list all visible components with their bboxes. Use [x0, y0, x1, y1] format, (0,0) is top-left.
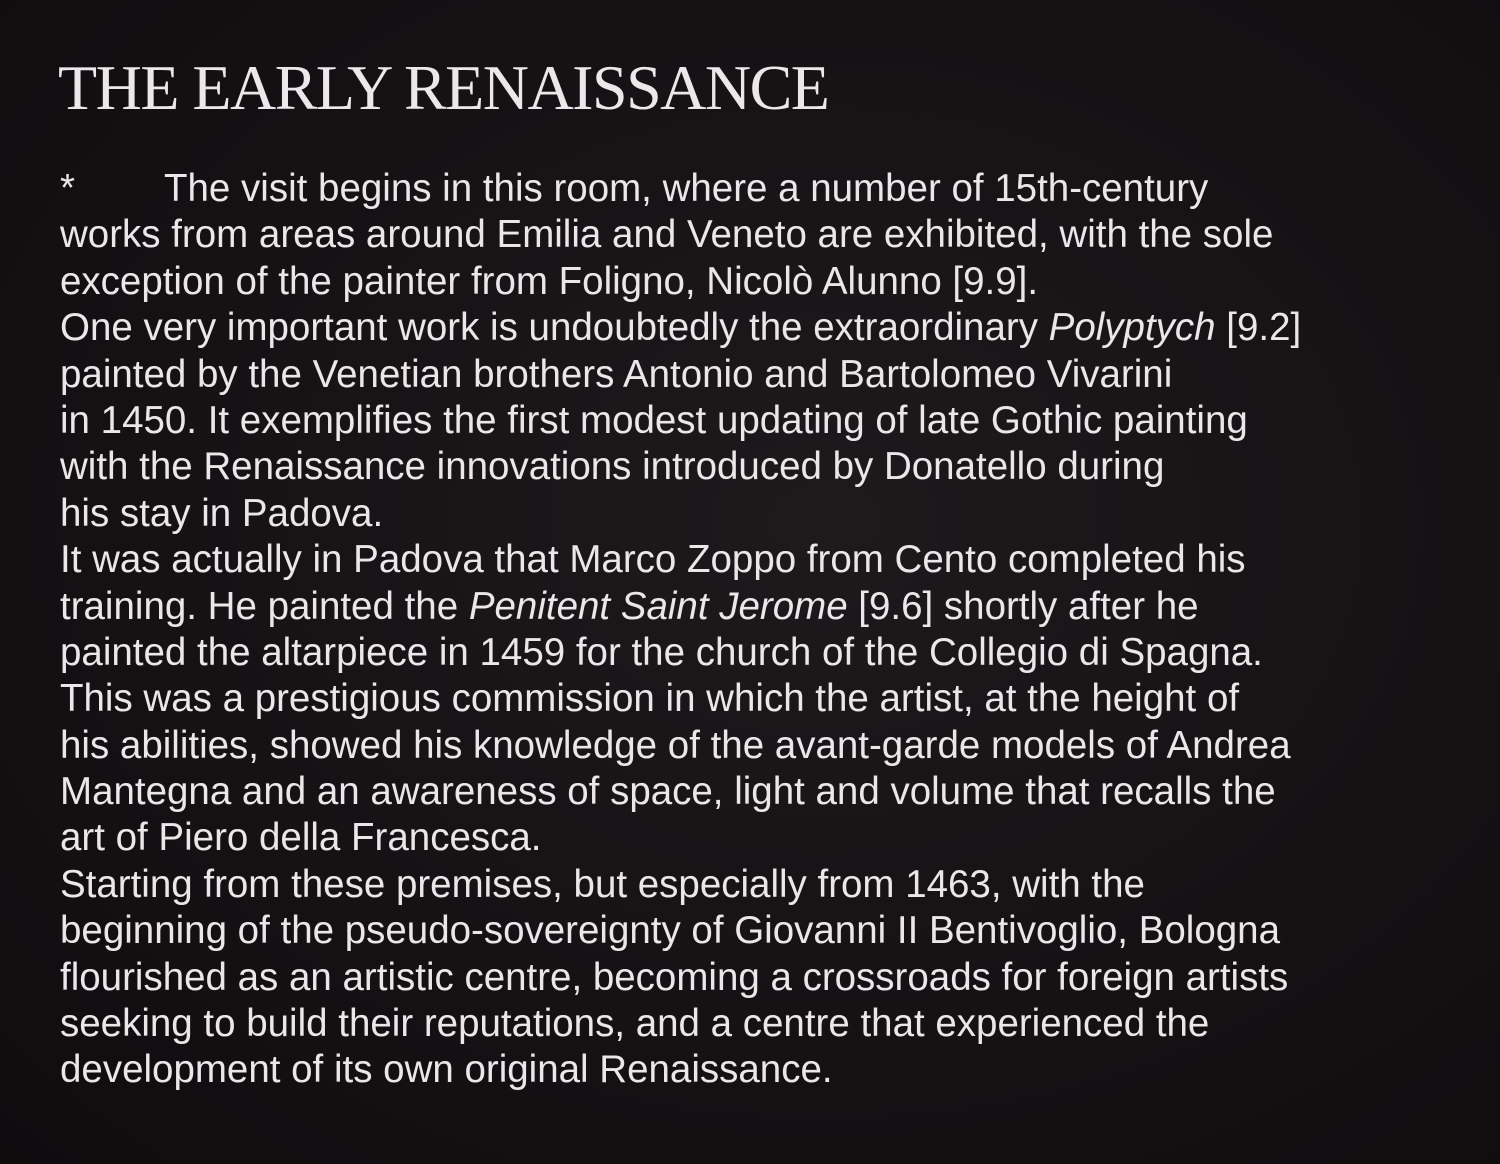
text-line-17: beginning of the pseudo-sovereignty of Giovanni II Bentivoglio, Bologna [60, 909, 1280, 953]
text-line-3: exception of the painter from Foligno, Nicolò Alunno [9.9]. [60, 259, 1039, 303]
line-10-end: [9.6] shortly after he [847, 584, 1199, 628]
text-line-4 [60, 305, 1480, 351]
text-line-12: This was a prestigious commission in which the artist, at the height of [60, 677, 1240, 721]
text-line-7: with the Renaissance innovations introduced by Donatello during [60, 445, 1165, 489]
text-line-20: development of its own original Renaissance. [60, 1048, 833, 1092]
text-line-16: Starting from these premises, but especially from 1463, with the [60, 862, 1145, 906]
artwork-title-polyptych: Polyptych [1048, 306, 1216, 350]
text-line-18: flourished as an artistic centre, becoming a crossroads for foreign artists [60, 955, 1289, 999]
text-line-11: painted the altarpiece in 1459 for the church of the Collegio di Spagna. [60, 630, 1263, 674]
text-line-9: It was actually in Padova that Marco Zoppo from Cento completed his [60, 538, 1246, 582]
artwork-title-penitent-saint-jerome: Penitent Saint Jerome [468, 584, 848, 628]
line-1-text: The visit begins in this room, where a number of 15th-century [164, 167, 1209, 210]
text-line-1 [60, 166, 1480, 212]
text-line-8: his stay in Padova. [60, 491, 384, 535]
panel-body-text [60, 166, 1480, 1094]
text-line-2: works from areas around Emilia and Veneto are exhibited, with the sole [60, 213, 1274, 257]
text-line-13: his abilities, showed his knowledge of the avant-garde models of Andrea [60, 723, 1291, 767]
text-line-15: art of Piero della Francesca. [60, 816, 542, 860]
text-line-5: painted by the Venetian brothers Antonio and Bartolomeo Vivarini [60, 352, 1173, 396]
panel-title: THE EARLY RENAISSANCE [58, 52, 829, 123]
line-4-end: [9.2] [1215, 306, 1302, 350]
text-line-14: Mantegna and an awareness of space, light and volume that recalls the [60, 770, 1276, 814]
text-line-6: in 1450. It exemplifies the first modest updating of late Gothic painting [60, 398, 1248, 442]
text-line-19: seeking to build their reputations, and a centre that experienced the [60, 1002, 1210, 1046]
text-line-10 [60, 584, 1480, 630]
line-4-start: One very important work is undoubtedly the extraordinary [60, 306, 1049, 350]
asterisk-marker: * [60, 167, 75, 210]
line-10-start: training. He painted the [60, 584, 469, 628]
